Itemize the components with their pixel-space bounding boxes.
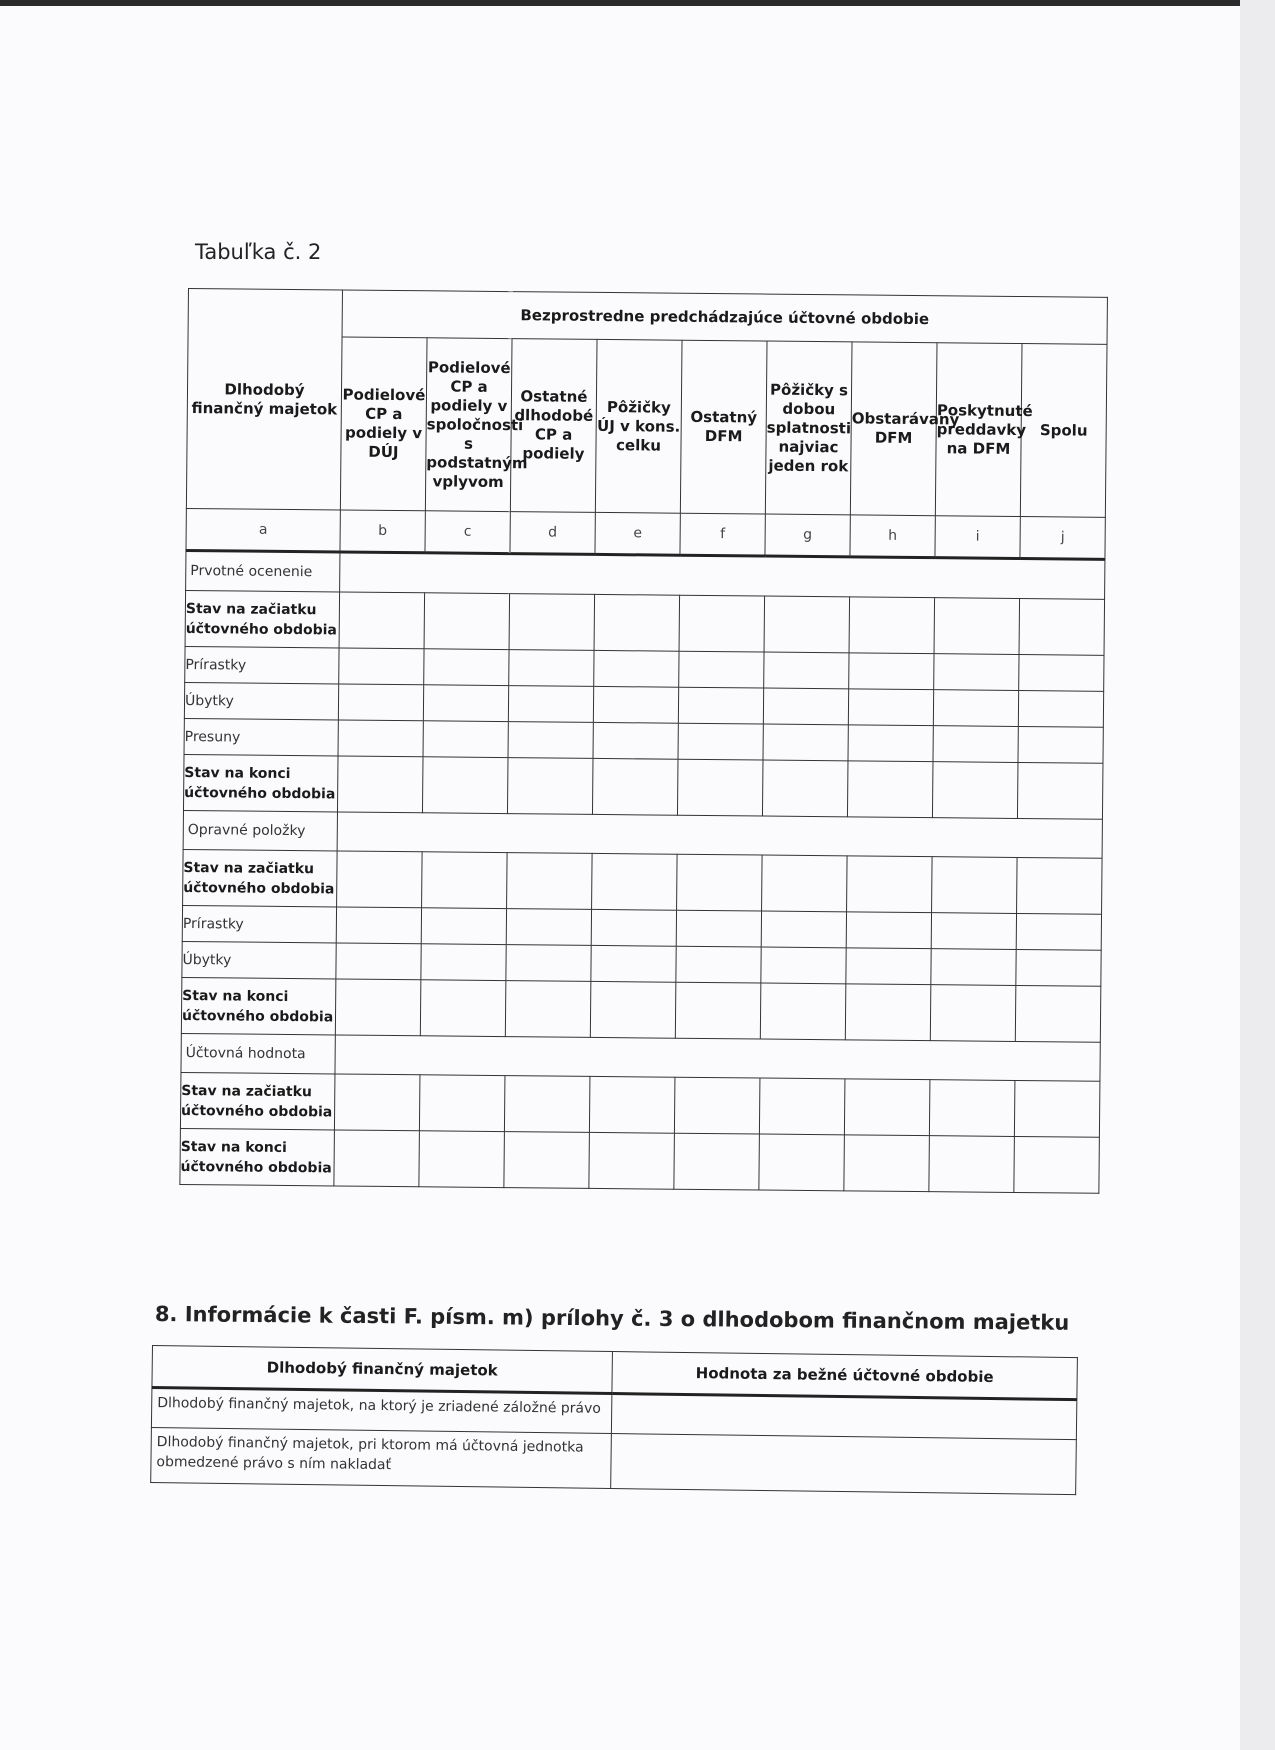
value-cell[interactable]	[764, 596, 850, 653]
value-cell[interactable]	[931, 913, 1016, 950]
value-cell[interactable]	[675, 982, 761, 1039]
value-cell[interactable]	[594, 594, 680, 651]
value-cell[interactable]	[762, 855, 848, 912]
value-cell[interactable]	[678, 687, 763, 724]
value-cell[interactable]	[674, 1077, 760, 1134]
value-cell[interactable]	[848, 689, 933, 726]
row-label: Stav na konci účtovného obdobia	[181, 977, 336, 1034]
table-caption: Tabuľka č. 2	[195, 240, 322, 264]
value-cell[interactable]	[849, 597, 935, 654]
section-title: Účtovná hodnota	[181, 1033, 335, 1073]
value-cell[interactable]	[762, 760, 848, 817]
value-cell[interactable]	[589, 1132, 675, 1189]
column-header: Pôžičky ÚJ v kons. celku	[595, 339, 682, 513]
value-cell[interactable]	[334, 1130, 420, 1187]
value-cell[interactable]	[932, 762, 1018, 819]
col-letter: j	[1020, 517, 1105, 560]
value-cell[interactable]	[593, 722, 678, 759]
column-header: Ostatný DFM	[680, 340, 767, 514]
value-cell[interactable]	[759, 1134, 845, 1191]
value-cell[interactable]	[934, 598, 1020, 655]
value-cell[interactable]	[929, 1136, 1015, 1193]
asset-movement-table	[179, 288, 1108, 1194]
value-cell[interactable]	[847, 761, 933, 818]
value-cell[interactable]	[422, 852, 508, 909]
col-letter: a	[186, 508, 340, 551]
value-cell[interactable]	[509, 650, 594, 687]
value-cell[interactable]	[932, 857, 1018, 914]
col-letter: b	[340, 510, 425, 553]
col1-header: Dlhodobý finančný majetok	[152, 1346, 613, 1394]
value-cell[interactable]	[849, 653, 934, 690]
col-letter: f	[680, 513, 765, 556]
value-cell[interactable]	[593, 686, 678, 723]
value-cell[interactable]	[591, 945, 676, 982]
value-cell[interactable]	[506, 945, 591, 982]
value-cell[interactable]	[678, 723, 763, 760]
value-cell[interactable]	[676, 946, 761, 983]
value-cell[interactable]	[679, 595, 765, 652]
value-cell[interactable]	[507, 758, 593, 815]
value-cell[interactable]	[1014, 1080, 1100, 1137]
row-label: Stav na začiatku účtovného obdobia	[185, 590, 340, 647]
value-cell[interactable]	[591, 909, 676, 946]
value-cell[interactable]	[1014, 1136, 1100, 1193]
value-cell[interactable]	[1017, 857, 1103, 914]
group-header: Bezprostredne predchádzajúce účtovné obdobie	[342, 290, 1108, 344]
row-label: Stav na konci účtovného obdobia	[183, 754, 338, 811]
value-cell[interactable]	[759, 1078, 845, 1135]
value-cell[interactable]	[674, 1133, 760, 1190]
section-8-heading: 8. Informácie k časti F. písm. m) prílohy č. 3 o dlhodobom finančnom majetku	[154, 1302, 1070, 1335]
value-cell[interactable]	[1018, 690, 1103, 727]
value-cell[interactable]	[336, 907, 421, 944]
value-cell[interactable]	[761, 911, 846, 948]
value-cell[interactable]	[844, 1079, 930, 1136]
table-row	[180, 1128, 1100, 1193]
table-row	[185, 590, 1105, 655]
value-cell[interactable]	[338, 684, 423, 721]
value-cell[interactable]	[679, 651, 764, 688]
value-cell[interactable]	[592, 758, 678, 815]
value-cell[interactable]	[1017, 762, 1103, 819]
value-cell[interactable]	[848, 725, 933, 762]
row-label: Presuny	[184, 718, 338, 755]
value-cell[interactable]	[424, 649, 509, 686]
value-cell[interactable]	[933, 690, 1018, 727]
table-row	[180, 1072, 1100, 1137]
col-letter: i	[935, 516, 1020, 559]
value-cell[interactable]	[611, 1434, 1077, 1495]
column-header: Pôžičky s dobou splatnosti najviac jeden rok	[765, 341, 852, 515]
value-cell[interactable]	[847, 856, 933, 913]
column-header: Ostatné dlhodobé CP a podiely	[510, 339, 597, 513]
col2-header: Hodnota za bežné účtovné obdobie	[612, 1352, 1078, 1400]
value-cell[interactable]	[760, 983, 846, 1040]
value-cell[interactable]	[337, 851, 423, 908]
row-label-restricted: Dlhodobý finančný majetok, pri ktorom má účtovná jednotka obmedzené právo s ním nakladať	[151, 1427, 612, 1488]
value-cell[interactable]	[419, 1075, 505, 1132]
value-cell[interactable]	[507, 853, 593, 910]
value-cell[interactable]	[761, 947, 846, 984]
row-label: Stav na začiatku účtovného obdobia	[180, 1072, 335, 1129]
value-cell[interactable]	[589, 1076, 675, 1133]
value-cell[interactable]	[508, 686, 593, 723]
col-letter: g	[765, 514, 850, 557]
value-cell[interactable]	[336, 943, 421, 980]
section-title: Prvotné ocenenie	[186, 550, 340, 591]
value-cell[interactable]	[677, 759, 763, 816]
row-label: Prírastky	[185, 646, 339, 683]
value-cell[interactable]	[931, 949, 1016, 986]
value-cell[interactable]	[423, 685, 508, 722]
value-cell[interactable]	[339, 592, 425, 649]
pledged-assets-table	[150, 1345, 1078, 1495]
value-cell[interactable]	[424, 593, 510, 650]
scan-edge	[0, 0, 1275, 6]
value-cell[interactable]	[1015, 985, 1101, 1042]
column-header: Podielové CP a podiely v spoločnosti s podstatným vplyvom	[425, 338, 512, 512]
value-cell[interactable]	[504, 1132, 590, 1189]
value-cell[interactable]	[422, 757, 508, 814]
value-cell[interactable]	[421, 908, 506, 945]
column-header: Poskytnuté preddavky na DFM	[935, 343, 1022, 517]
row-label: Stav na konci účtovného obdobia	[180, 1128, 335, 1185]
value-cell[interactable]	[1016, 949, 1101, 986]
value-cell[interactable]	[338, 720, 423, 757]
value-cell[interactable]	[339, 648, 424, 685]
value-cell[interactable]	[677, 854, 763, 911]
value-cell[interactable]	[421, 944, 506, 981]
col-letter: h	[850, 515, 935, 558]
value-cell[interactable]	[590, 981, 676, 1038]
value-cell[interactable]	[506, 909, 591, 946]
value-cell[interactable]	[1019, 654, 1104, 691]
row-label-pledged: Dlhodobý finančný majetok, na ktorý je zriadené záložné právo	[151, 1388, 611, 1434]
value-cell[interactable]	[1016, 913, 1101, 950]
row-label: Stav na začiatku účtovného obdobia	[183, 849, 338, 906]
row-label: Úbytky	[184, 682, 338, 719]
value-cell[interactable]	[505, 981, 591, 1038]
value-cell[interactable]	[1018, 726, 1103, 763]
table-row	[183, 849, 1103, 914]
value-cell[interactable]	[334, 1074, 420, 1131]
value-cell[interactable]	[419, 1131, 505, 1188]
value-cell[interactable]	[846, 948, 931, 985]
table-row	[183, 754, 1103, 819]
value-cell[interactable]	[846, 912, 931, 949]
row-label: Prírastky	[182, 905, 336, 942]
value-cell[interactable]	[611, 1394, 1076, 1440]
value-cell[interactable]	[594, 650, 679, 687]
value-cell[interactable]	[335, 979, 421, 1036]
value-cell[interactable]	[930, 985, 1016, 1042]
table-row	[181, 977, 1101, 1042]
col-letter: c	[425, 511, 510, 554]
value-cell[interactable]	[1019, 598, 1105, 655]
section-title: Opravné položky	[183, 810, 337, 850]
value-cell[interactable]	[508, 722, 593, 759]
value-cell[interactable]	[933, 726, 1018, 763]
row-label: Úbytky	[182, 941, 336, 978]
col-letter: d	[510, 512, 595, 555]
value-cell[interactable]	[509, 594, 595, 651]
column-header: Spolu	[1020, 344, 1107, 518]
value-cell[interactable]	[337, 756, 423, 813]
column-header: Podielové CP a podiely v DÚJ	[340, 337, 427, 511]
scan-margin	[1240, 0, 1275, 1750]
value-cell[interactable]	[934, 654, 1019, 691]
first-col-header: Dlhodobý finančný majetok	[186, 289, 342, 510]
value-cell[interactable]	[763, 724, 848, 761]
value-cell[interactable]	[504, 1076, 590, 1133]
value-cell[interactable]	[844, 1135, 930, 1192]
col-letter: e	[595, 512, 680, 555]
value-cell[interactable]	[764, 652, 849, 689]
value-cell[interactable]	[676, 910, 761, 947]
value-cell[interactable]	[845, 984, 931, 1041]
value-cell[interactable]	[423, 721, 508, 758]
value-cell[interactable]	[929, 1080, 1015, 1137]
value-cell[interactable]	[763, 688, 848, 725]
column-header: Obstarávaný DFM	[850, 342, 937, 516]
value-cell[interactable]	[420, 980, 506, 1037]
value-cell[interactable]	[592, 853, 678, 910]
